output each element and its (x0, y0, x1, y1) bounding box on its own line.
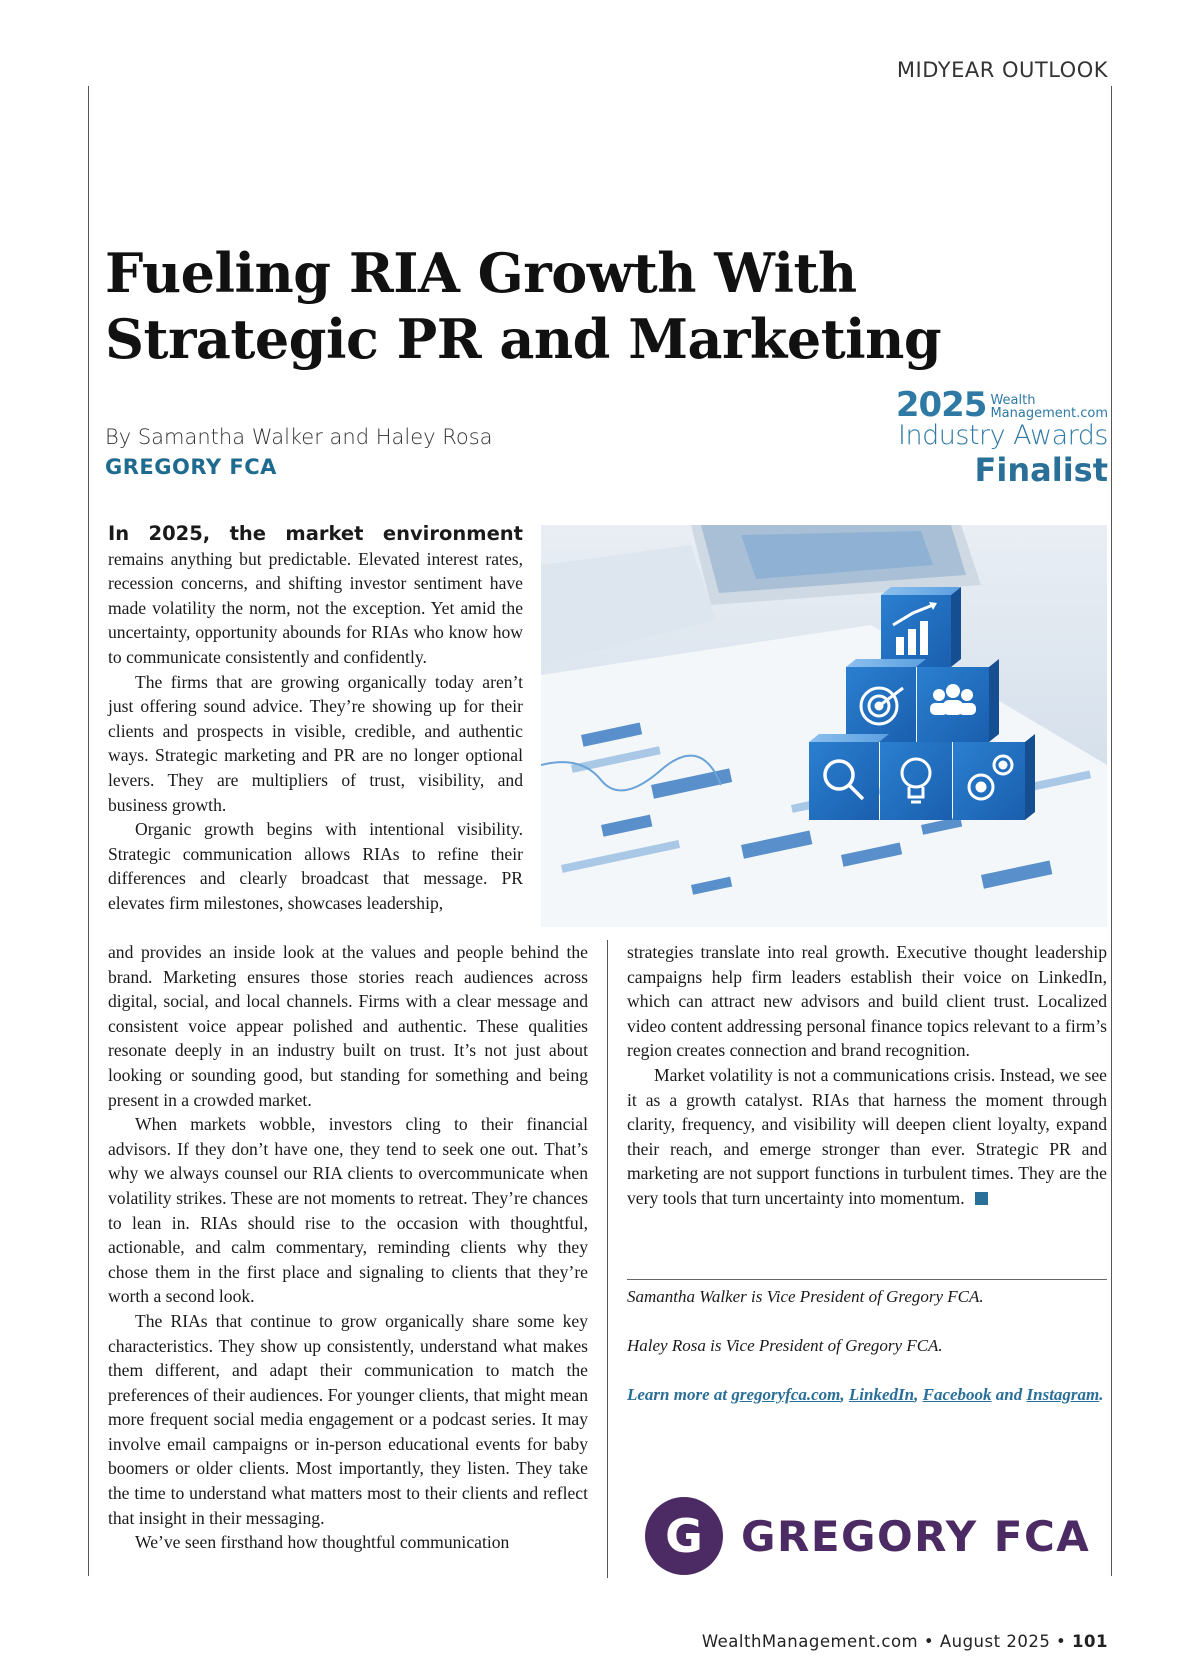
award-site-line1: Wealth (990, 393, 1036, 408)
article-column-left-bottom (108, 940, 588, 1555)
award-site-name (990, 394, 1108, 420)
paragraph: Organic growth begins with intentional visibility. Strategic communication allows RIAs to refine their differences and clearly broadcast that message. PR elevates firm milestones, showcases leadership, (108, 819, 523, 913)
award-badge (895, 385, 1108, 489)
author-bios (627, 1284, 1107, 1431)
separator: , (840, 1385, 845, 1404)
link-facebook[interactable]: Facebook (922, 1385, 992, 1404)
link-linkedin[interactable]: LinkedIn (848, 1385, 915, 1404)
article-photo (541, 525, 1107, 927)
conjunction: and (995, 1385, 1023, 1404)
link-instagram[interactable]: Instagram (1026, 1385, 1100, 1404)
paragraph-text: Market volatility is not a communications crisis. Instead, we see it as a growth catalyst. RIAs that harness the moment through clarity, frequency, and visibility will deepen client loyalty, expand their reach, and emerge stronger than ever. Strategic PR and marketing are not support functions in turbulent times. They are the very tools that turn uncertainty into momentum. (627, 1064, 1107, 1208)
page-footer (702, 1632, 1108, 1651)
paragraph (627, 1063, 1107, 1211)
link-gregoryfca[interactable]: gregoryfca.com (731, 1385, 841, 1404)
lead-in: In 2025, the market environment (108, 522, 523, 545)
learn-more (627, 1382, 1107, 1407)
column-divider (607, 940, 608, 1578)
award-status: Finalist (974, 451, 1108, 489)
separator: , (914, 1385, 919, 1404)
author-bio: Samantha Walker is Vice President of Gregory FCA. (627, 1287, 984, 1306)
paragraph: strategies translate into real growth. Executive thought leadership campaigns help firm leaders establish their voice on LinkedIn, which can attract new advisors and build client trust. Localized video content addressing personal finance topics relevant to a firm’s region creates connection and brand recognition. (627, 942, 1107, 1061)
paragraph: and provides an inside look at the values and people behind the brand. Marketing ensures those stories reach audiences across digital, social, and local channels. Firms with a clear message and consistent voice appear polished and authentic. These qualities resonate deeply in an industry built on trust. It’s not just about looking or sounding good, but standing for something and being present in a crowded market. (108, 942, 588, 1110)
page-number: 101 (1072, 1632, 1108, 1651)
article-title: Fueling RIA Growth With Strategic PR and Marketing (105, 241, 942, 371)
logo-wordmark: GREGORY FCA (741, 1511, 1091, 1561)
author-bio: Haley Rosa is Vice President of Gregory FCA. (627, 1336, 943, 1355)
gregory-fca-logo (645, 1497, 1090, 1575)
paragraph-text: remains anything but predictable. Elevated interest rates, recession concerns, and shifting investor sentiment have made volatility the norm, not the exception. Yet amid the uncertainty, opportunity abounds for RIAs who know how to communicate consistently and confidently. (108, 548, 523, 667)
award-name: Industry Awards (898, 420, 1108, 451)
left-column-rule (88, 86, 89, 1576)
award-site-line2: Management.com (990, 406, 1108, 421)
logo-mark: G (645, 1497, 723, 1575)
paragraph: The RIAs that continue to grow organically share some key characteristics. They show up consistently, understand what makes them different, and adapt their communication to match the preferences of their audiences. For younger clients, that might mean more frequent social media engagement or a podcast series. It may involve email campaigns or in-person educational events for baby boomers or older clients. Most importantly, they listen. They take the time to understand what matters most to their clients and reflect that insight in their messaging. (108, 1310, 588, 1528)
paragraph (108, 522, 523, 670)
right-column-rule (1111, 86, 1112, 1576)
paragraph: We’ve seen firsthand how thoughtful communication (135, 1532, 510, 1553)
paragraph: When markets wobble, investors cling to their financial advisors. If they don’t have one, they tend to seek one out. That’s why we always counsel our RIA clients to overcommunicate when volatility strikes. These are not moments to retreat. They’re chances to lean in. RIAs should rise to the occasion with thoughtful, actionable, and calm commentary, reminding clients why they chose them in the first place and signaling to clients that they’re worth a second look. (108, 1114, 588, 1307)
learn-more-prefix: Learn more at (627, 1385, 728, 1404)
section-label: MIDYEAR OUTLOOK (896, 58, 1108, 82)
footer-publication: WealthManagement.com • August 2025 • (701, 1632, 1067, 1651)
article-column-right (627, 940, 1107, 1211)
bio-divider (627, 1279, 1107, 1280)
period: . (1099, 1385, 1104, 1404)
byline: By Samantha Walker and Haley Rosa (105, 425, 493, 449)
paragraph: The firms that are growing organically today aren’t just offering sound advice. They’re showing up for their clients and prospects in visible, credible, and authentic ways. Strategic marketing and PR are no longer optional levers. They are multipliers of trust, visibility, and business growth. (108, 671, 523, 815)
end-of-article-mark (975, 1192, 988, 1205)
byline-organization: GREGORY FCA (105, 455, 277, 479)
award-year: 2025 (895, 385, 987, 425)
article-column-left-top (108, 522, 523, 916)
